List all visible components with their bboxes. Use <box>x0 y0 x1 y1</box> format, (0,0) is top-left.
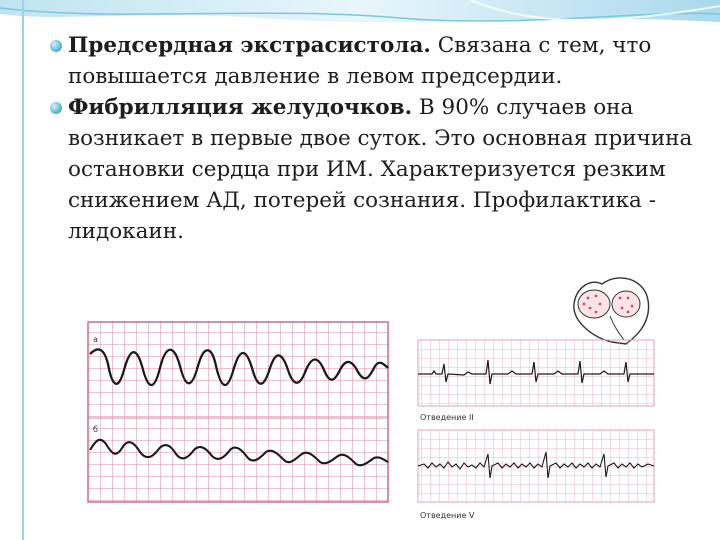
bullet-atrial-extrasystole <box>48 30 708 92</box>
bullet-list <box>48 30 708 247</box>
bullet-dot-icon <box>50 40 62 52</box>
lead-1-label: Отведение II <box>420 413 474 422</box>
ecg-leads-figure <box>412 268 662 526</box>
grid-panel-a-lines <box>88 322 388 418</box>
lead-2-label: Отведение V <box>420 511 475 520</box>
trace-b-label: б <box>93 425 98 434</box>
bullet-term: Фибрилляция желудочков. <box>68 95 413 120</box>
bullet-text: В 90% случаев она возникает в первые двое суток. Это основная причина остановки сердца при ИМ. Характеризуется резким снижением АД, потерей сознания. Профилактика - лидокаин. <box>68 95 693 244</box>
left-margin-line <box>22 0 24 540</box>
heart-diagram-icon <box>574 278 649 344</box>
trace-a-label: a <box>93 335 98 344</box>
bullet-text: Связана с тем, что повышается давление в левом предсердии. <box>68 33 652 89</box>
ecg-fibrillation-figure <box>76 308 406 506</box>
lead-1-grid <box>418 340 654 406</box>
grid-panel-b-lines <box>88 418 388 502</box>
bullet-dot-icon <box>50 102 62 114</box>
bullet-term: Предсердная экстрасистола. <box>68 33 431 58</box>
bullet-ventricular-fibrillation <box>48 92 708 247</box>
